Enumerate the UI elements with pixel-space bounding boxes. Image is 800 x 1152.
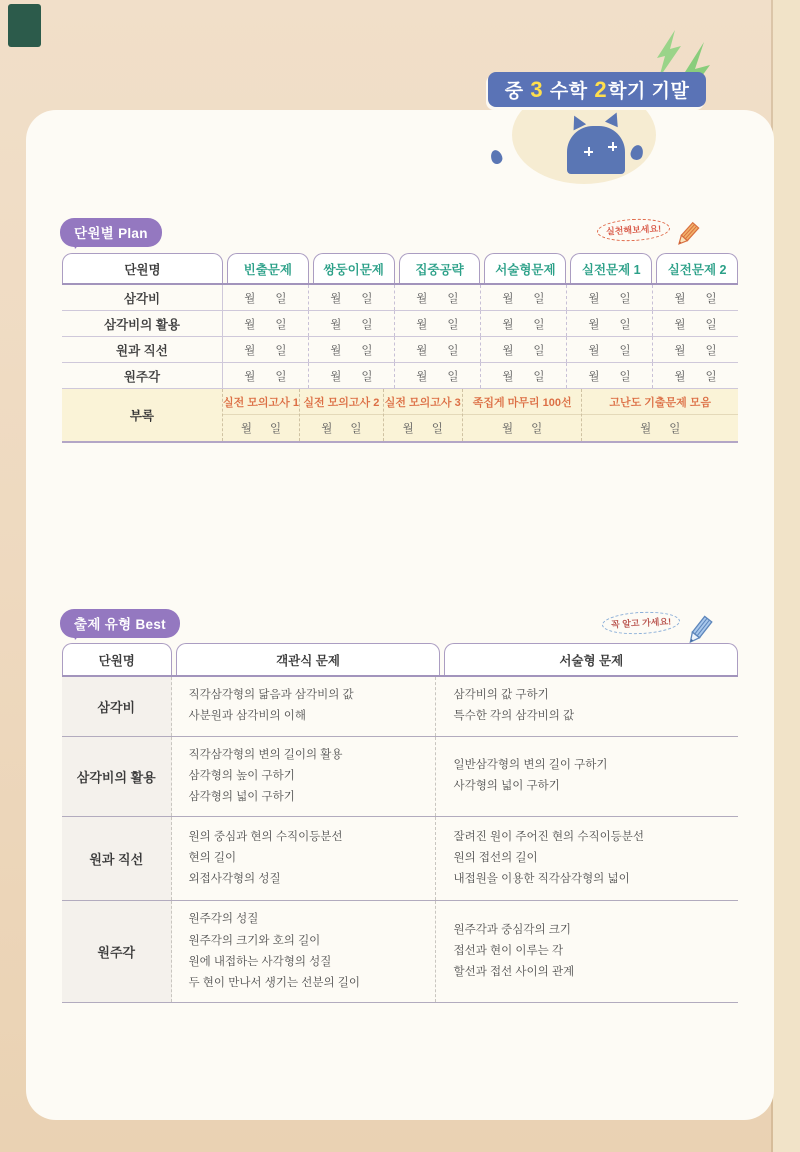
day-label: 일 — [619, 318, 631, 331]
appendix-row — [62, 389, 738, 443]
title-semester-number: 2 — [594, 76, 608, 102]
month-label: 월 — [674, 344, 686, 357]
day-label: 일 — [705, 344, 717, 357]
question-type-line: 현의 길이 — [188, 852, 237, 865]
appendix-item-title: 실전 모의고사 1 — [223, 389, 299, 415]
plan-table-row — [62, 363, 738, 389]
question-type-line: 삼각형의 높이 구하기 — [188, 769, 295, 782]
unit-name-label: 원주각 — [62, 901, 172, 1002]
question-type-line: 원에 내접하는 사각형의 성질 — [188, 955, 332, 968]
month-label: 월 — [416, 292, 428, 305]
day-label: 일 — [447, 344, 459, 357]
best-column-tab: 단원명 — [62, 643, 172, 675]
best-table-header — [62, 643, 738, 677]
month-label: 월 — [502, 423, 514, 435]
plan-column-tab: 집중공략 — [399, 253, 481, 283]
month-label: 월 — [502, 344, 514, 357]
date-cell — [567, 337, 653, 362]
month-label: 월 — [674, 370, 686, 383]
plan-column-tab: 쌍둥이문제 — [313, 253, 395, 283]
day-label: 일 — [447, 318, 459, 331]
question-type-line: 내접원을 이용한 직각삼각형의 넓이 — [453, 873, 630, 886]
question-type-line: 접선과 현이 이루는 각 — [453, 945, 564, 958]
day-label: 일 — [533, 318, 545, 331]
plan-table-header — [62, 253, 738, 285]
appendix-item-title: 고난도 기출문제 모음 — [582, 389, 738, 415]
month-label: 월 — [416, 344, 428, 357]
unit-name-label: 원과 직선 — [62, 337, 223, 362]
day-label: 일 — [619, 370, 631, 383]
date-cell — [653, 337, 738, 362]
plan-table-row — [62, 285, 738, 311]
plan-table — [62, 253, 738, 443]
question-type-line: 직각삼각형의 닮음과 삼각비의 값 — [188, 689, 354, 701]
appendix-item-title: 족집게 마무리 100선 — [463, 389, 582, 415]
pencil-icon-orange — [672, 219, 702, 251]
date-cell — [582, 415, 738, 441]
day-label: 일 — [431, 423, 443, 435]
best-table-row — [62, 817, 738, 901]
month-label: 월 — [416, 318, 428, 331]
date-cell — [300, 415, 382, 441]
day-label: 일 — [361, 344, 373, 357]
month-label: 월 — [330, 344, 342, 357]
date-cell — [384, 415, 462, 441]
month-label: 월 — [674, 318, 686, 331]
question-type-line: 원의 접선의 길이 — [453, 852, 538, 865]
plan-column-tab: 실전문제 1 — [570, 253, 652, 283]
question-type-line: 삼각형의 넓이 구하기 — [188, 791, 295, 804]
month-label: 월 — [674, 292, 686, 305]
date-cell — [463, 415, 582, 441]
objective-questions-cell — [172, 677, 437, 736]
month-label: 월 — [588, 344, 600, 357]
title-text: 수학 — [544, 81, 594, 102]
question-type-line: 일반삼각형의 변의 길이 구하기 — [453, 759, 608, 772]
date-cell — [395, 311, 481, 336]
day-label: 일 — [275, 292, 287, 305]
month-label: 월 — [244, 344, 256, 357]
plan-table-body — [62, 285, 738, 389]
day-label: 일 — [533, 344, 545, 357]
day-label: 일 — [533, 292, 545, 305]
date-cell — [395, 363, 481, 388]
question-type-line: 직각삼각형의 변의 길이의 활용 — [188, 748, 343, 761]
best-column-tab: 객관식 문제 — [176, 643, 441, 675]
best-section-badge: 출제 유형 Best — [60, 609, 180, 638]
month-label: 월 — [588, 292, 600, 305]
month-label: 월 — [330, 370, 342, 383]
objective-questions-cell — [172, 901, 437, 1002]
day-label: 일 — [619, 344, 631, 357]
best-table-row — [62, 901, 738, 1003]
date-cell — [481, 363, 567, 388]
question-type-line: 특수한 각의 삼각비의 값 — [453, 710, 575, 723]
title-grade-number: 3 — [530, 76, 544, 102]
date-cell — [309, 285, 395, 310]
day-label: 일 — [447, 292, 459, 305]
title-text: 학기 기말 — [608, 81, 690, 102]
date-cell — [567, 285, 653, 310]
day-label: 일 — [447, 370, 459, 383]
day-label: 일 — [619, 292, 631, 305]
day-label: 일 — [533, 370, 545, 383]
appendix-item-title: 실전 모의고사 2 — [300, 389, 382, 415]
appendix-item — [300, 389, 383, 441]
day-label: 일 — [705, 292, 717, 305]
unit-name-label: 원과 직선 — [62, 817, 172, 900]
plan-column-tab: 단원명 — [62, 253, 223, 283]
question-type-line: 외접사각형의 성질 — [188, 873, 281, 886]
date-cell — [223, 415, 299, 441]
question-type-line: 두 현이 만나서 생기는 선분의 길이 — [188, 977, 360, 990]
date-cell — [653, 285, 738, 310]
plan-column-tab: 실전문제 2 — [656, 253, 738, 283]
best-table-row — [62, 677, 738, 737]
day-label: 일 — [531, 423, 543, 435]
day-label: 일 — [705, 318, 717, 331]
question-type-line: 삼각비의 값 구하기 — [453, 689, 549, 701]
plan-note — [597, 219, 702, 251]
unit-name-label: 삼각비의 활용 — [62, 737, 172, 817]
date-cell — [567, 363, 653, 388]
title-text: 중 — [504, 81, 530, 102]
question-type-line: 할선과 접선 사이의 관계 — [453, 966, 575, 979]
day-label: 일 — [669, 423, 681, 435]
unit-name-label: 삼각비 — [62, 677, 172, 736]
best-table-body — [62, 677, 738, 1003]
day-label: 일 — [361, 318, 373, 331]
unit-name-label: 삼각비 — [62, 285, 223, 310]
month-label: 월 — [244, 292, 256, 305]
objective-questions-cell — [172, 817, 437, 900]
month-label: 월 — [588, 370, 600, 383]
month-label: 월 — [244, 370, 256, 383]
date-cell — [481, 285, 567, 310]
appendix-item — [582, 389, 738, 441]
plan-column-tab: 빈출문제 — [227, 253, 309, 283]
date-cell — [567, 311, 653, 336]
appendix-item-title: 실전 모의고사 3 — [384, 389, 462, 415]
day-label: 일 — [270, 423, 282, 435]
subjective-questions-cell — [436, 901, 738, 1002]
date-cell — [653, 311, 738, 336]
month-label: 월 — [240, 423, 252, 435]
plan-section-badge: 단원별 Plan — [60, 218, 162, 247]
plan-table-row — [62, 311, 738, 337]
subjective-questions-cell — [436, 817, 738, 900]
best-table-row — [62, 737, 738, 818]
appendix-cells — [223, 389, 738, 441]
day-label: 일 — [705, 370, 717, 383]
month-label: 월 — [502, 292, 514, 305]
date-cell — [223, 285, 309, 310]
question-type-line: 원주각의 성질 — [188, 913, 259, 926]
day-label: 일 — [361, 370, 373, 383]
mascot-sparkle-eye — [584, 147, 593, 156]
date-cell — [309, 337, 395, 362]
question-type-line: 원의 중심과 현의 수직이등분선 — [188, 830, 343, 843]
appendix-item — [384, 389, 463, 441]
date-cell — [395, 337, 481, 362]
month-label: 월 — [502, 370, 514, 383]
month-label: 월 — [321, 423, 333, 435]
month-label: 월 — [402, 423, 414, 435]
question-type-line: 원주각의 크기와 호의 길이 — [188, 934, 321, 947]
day-label: 일 — [350, 423, 362, 435]
day-label: 일 — [275, 318, 287, 331]
best-column-tab: 서술형 문제 — [444, 643, 738, 675]
question-type-line: 사분원과 삼각비의 이해 — [188, 710, 306, 723]
month-label: 월 — [588, 318, 600, 331]
day-label: 일 — [275, 370, 287, 383]
month-label: 월 — [640, 423, 652, 435]
day-label: 일 — [361, 292, 373, 305]
month-label: 월 — [416, 370, 428, 383]
day-label: 일 — [275, 344, 287, 357]
page-edge — [773, 0, 800, 1152]
appendix-item — [223, 389, 300, 441]
date-cell — [223, 363, 309, 388]
date-cell — [309, 311, 395, 336]
month-label: 월 — [330, 318, 342, 331]
plan-table-row — [62, 337, 738, 363]
question-type-line: 원주각과 중심각의 크기 — [453, 923, 571, 936]
date-cell — [223, 311, 309, 336]
unit-name-label: 원주각 — [62, 363, 223, 388]
note-bubble: 실천해보세요! — [596, 217, 670, 243]
appendix-label: 부록 — [62, 389, 223, 441]
appendix-item — [463, 389, 583, 441]
month-label: 월 — [330, 292, 342, 305]
month-label: 월 — [502, 318, 514, 331]
corner-square-decoration — [8, 4, 41, 47]
question-type-line: 잘려진 원이 주어진 현의 수직이등분선 — [453, 830, 645, 843]
mascot-sparkle-eye — [608, 142, 617, 151]
date-cell — [481, 337, 567, 362]
date-cell — [481, 311, 567, 336]
unit-name-label: 삼각비의 활용 — [62, 311, 223, 336]
plan-column-tab: 서술형문제 — [484, 253, 566, 283]
date-cell — [223, 337, 309, 362]
subjective-questions-cell — [436, 737, 738, 817]
best-table — [62, 643, 738, 1003]
subjective-questions-cell — [436, 677, 738, 736]
month-label: 월 — [244, 318, 256, 331]
date-cell — [653, 363, 738, 388]
question-type-line: 사각형의 넓이 구하기 — [453, 780, 560, 793]
objective-questions-cell — [172, 737, 437, 817]
note-bubble: 꼭 알고 가세요! — [601, 610, 680, 636]
date-cell — [309, 363, 395, 388]
date-cell — [395, 285, 481, 310]
page-title — [488, 72, 706, 107]
